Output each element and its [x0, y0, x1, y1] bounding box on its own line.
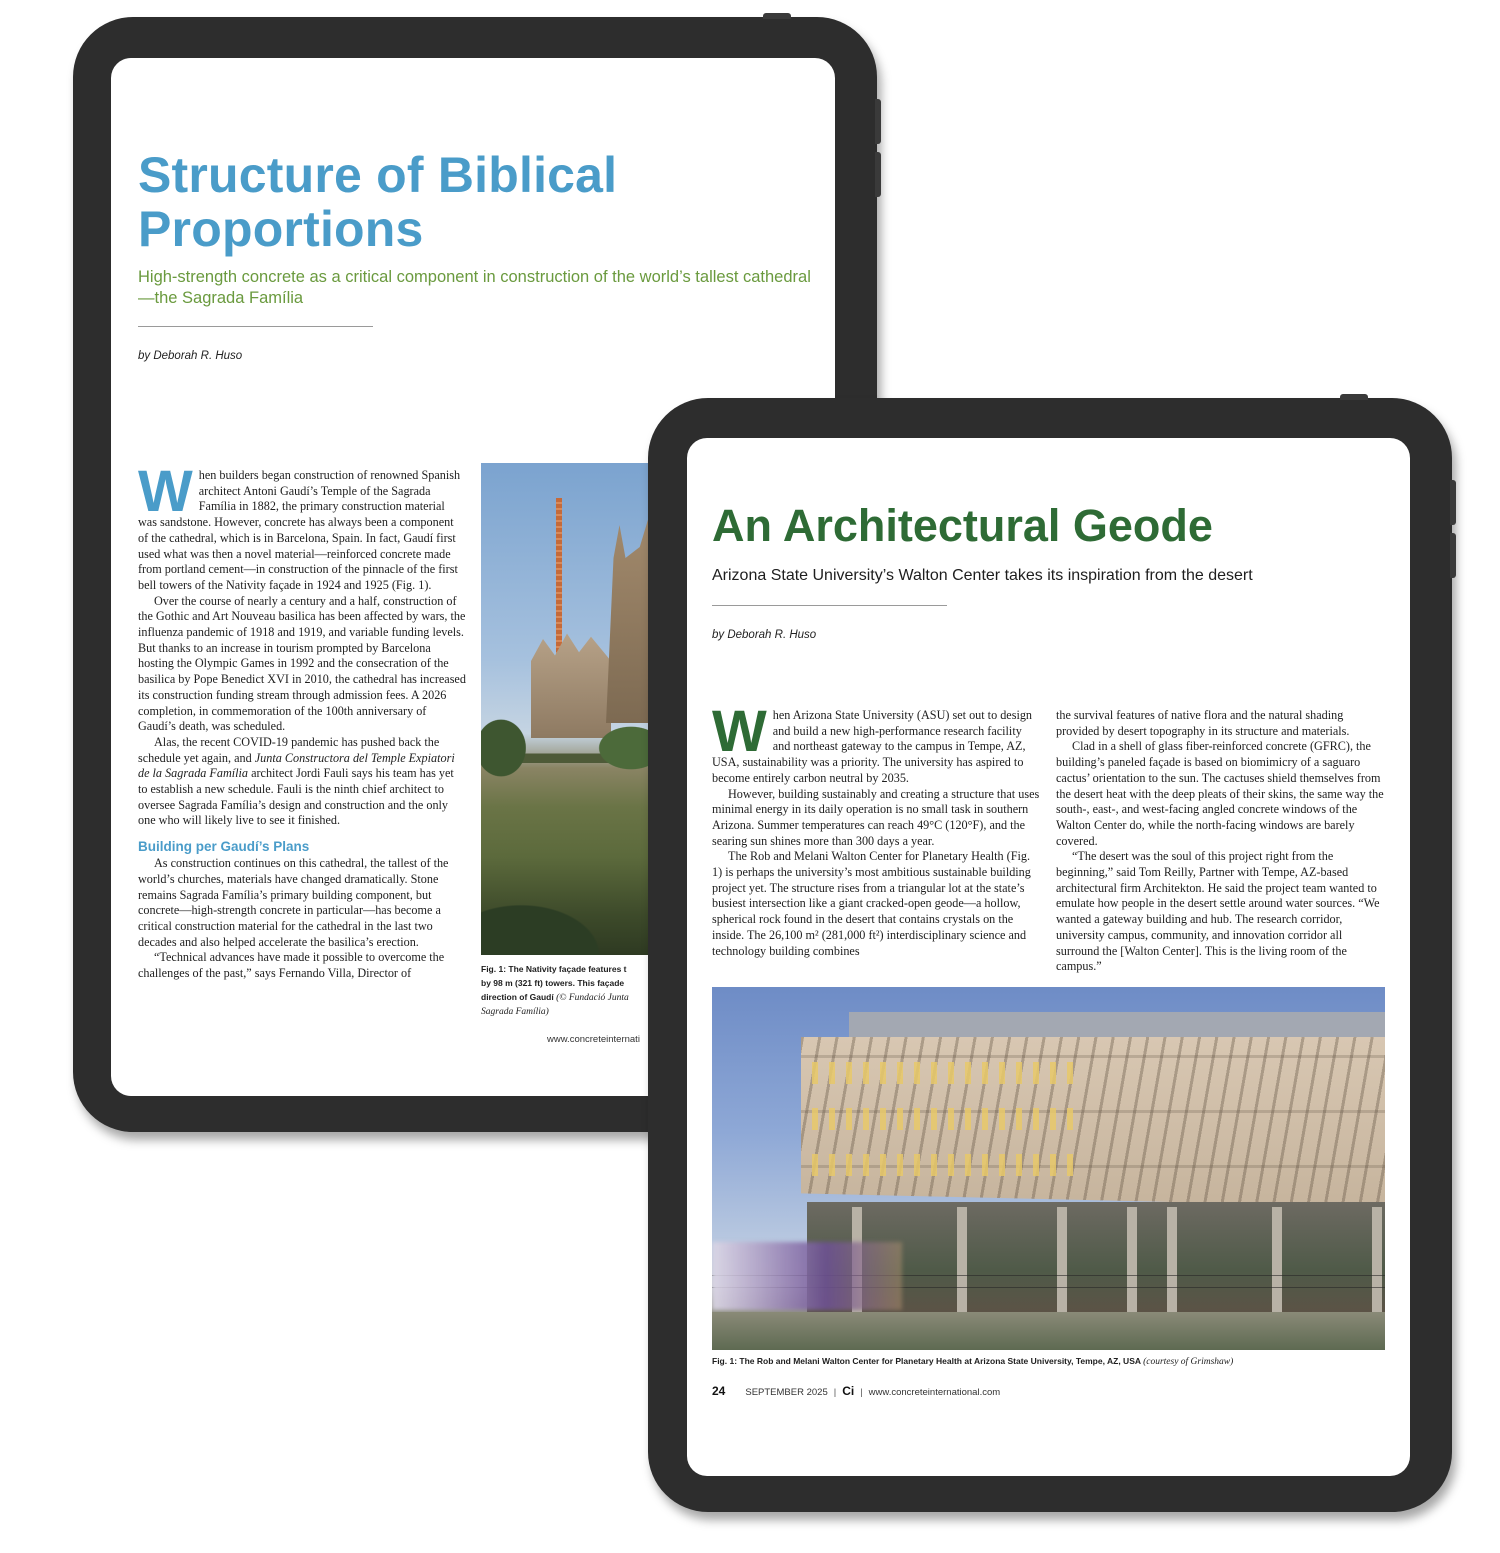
article-byline: by Deborah R. Huso	[138, 350, 243, 362]
volume-down-button	[1450, 533, 1456, 578]
body-paragraph: However, building sustainably and creating a structure that uses minimal energy in its daily operation is no small task in southern Arizona. Summer temperatures can reach 49°C (120°F), and the searing sun shines more than 300 days a year.	[712, 786, 1040, 848]
column	[1167, 1207, 1177, 1312]
body-paragraph: “The desert was the soul of this project right from the beginning,” said Tom Reilly, Partner with Tempe, AZ-based architectural firm Architekton. He said the project team wanted to emulate how people in the desert settle around water sources. “We wanted a gateway building and hub. The research corridor, university campus, community, and innovation corridor all surround the [Walton Center]. This is the living room of the campus.”	[1056, 849, 1380, 974]
body-paragraph: Clad in a shell of glass fiber-reinforced concrete (GFRC), the building’s paneled façade is based on biomimicry of a saguaro cactus’ orientation to the sun. The cactuses shield themselves from the desert heat with the deep pleats of their skins, the same way the south-, east-, and west-facing angled concrete windows of the Walton Center do, while the north-facing windows are barely covered.	[1056, 739, 1384, 848]
front-tablet-screen[interactable]	[687, 438, 1410, 1476]
power-button	[763, 13, 791, 19]
power-button	[1340, 394, 1368, 400]
volume-up-button	[1450, 480, 1456, 525]
article-subtitle: High-strength concrete as a critical component in construction of the world’s tallest cathedral—the Sagrada Família	[138, 268, 811, 307]
article-column-1	[712, 699, 1042, 959]
section-heading: Building per Gaudí’s Plans	[138, 839, 310, 855]
photo-credit: (courtesy of Grimshaw)	[1143, 1357, 1234, 1367]
article-column-2	[1056, 708, 1386, 975]
caption-line: Fig. 1: The Nativity façade features t	[481, 964, 627, 974]
article-title: An Architectural Geode	[712, 500, 1213, 551]
article-subtitle: Arizona State University’s Walton Center takes its inspiration from the desert	[712, 567, 1253, 584]
photo-credit: (© Fundació Junta	[556, 993, 629, 1003]
article-title: Structure of Biblical Proportions	[138, 147, 618, 257]
body-paragraph: the survival features of native flora and the natural shading provided by desert topography in its structure and materials.	[1056, 708, 1350, 738]
column	[1372, 1207, 1382, 1312]
front-tablet-device	[648, 398, 1452, 1512]
body-paragraph: As construction continues on this cathedral, the tallest of the world’s churches, materials have changed dramatically. Stone remains Sagrada Família’s primary building component, but concrete—high-strength concrete in particular—has become a critical construction material for the cathedral in the last two decades and also helped accelerate the basilica’s erection.	[138, 856, 449, 949]
paragraph-text: hen builders began construction of renowned Spanish architect Antoni Gaudí’s Temple of the Sagrada Família in 1882, the primary construction material was sandstone. However, concrete has always been a component of the cathedral, which is in Barcelona, Spain. In fact, Gaudí first used what was then a novel material—reinforced concrete made from portland cement—in construction of the pinnacle of the first bell towers of the Nativity façade in 1924 and 1925 (Fig. 1).	[138, 468, 461, 592]
construction-crane	[556, 498, 562, 668]
drop-cap: W	[138, 459, 193, 524]
photo-credit: Sagrada Família)	[481, 1007, 549, 1017]
caption-text: Fig. 1: The Rob and Melani Walton Center for Planetary Health at Arizona State University, Tempe, AZ, USA	[712, 1356, 1144, 1366]
paragraph-text: architect Jordi Fauli says his team has yet to establish a new schedule. Fauli is the ninth chief architect to oversee Sagrada Família’s design and construction and the only one who will likely live to see it finished.	[138, 766, 454, 828]
figure-caption	[712, 1356, 1392, 1367]
ci-logo: Ci	[842, 1384, 855, 1398]
walton-center-photo	[712, 987, 1385, 1350]
footer-url[interactable]: www.concreteinternational.com	[868, 1387, 1001, 1398]
article-byline: by Deborah R. Huso	[712, 629, 817, 641]
footer-separator: |	[833, 1387, 837, 1398]
volume-down-button	[875, 152, 881, 197]
column	[1127, 1207, 1137, 1312]
footer-separator: |	[860, 1387, 863, 1398]
light-rail-train	[712, 1242, 902, 1310]
issue-date: SEPTEMBER 2025	[745, 1387, 828, 1398]
body-paragraph: “Technical advances have made it possible to overcome the challenges of the past,” says Fernando Villa, Director of	[138, 950, 445, 981]
body-paragraph	[712, 699, 1042, 787]
column	[957, 1207, 967, 1312]
body-paragraph: The Rob and Melani Walton Center for Planetary Health (Fig. 1) is perhaps the university’s most ambitious sustainable building project yet. The structure rises from a triangular lot at the state’s busiest intersection like a giant cracked-open geode—a hollow, spherical rock found in the desert that contains crystals on the inside. The 26,100 m² (281,000 ft²) interdisciplinary science and technology building combines	[712, 849, 1031, 958]
column	[1272, 1207, 1282, 1312]
title-divider	[712, 605, 947, 606]
drop-cap: W	[712, 699, 767, 764]
article-body	[138, 459, 466, 982]
landscaping	[712, 1312, 1385, 1350]
lit-windows	[812, 1062, 1082, 1182]
volume-up-button	[875, 99, 881, 144]
paragraph-text: hen Arizona State University (ASU) set out to design and build a new high-performance research facility and northeast gateway to the campus in Tempe, AZ, USA, sustainability was a priority. The university has aspired to become entirely carbon neutral by 2035.	[712, 708, 1033, 785]
body-paragraph: Over the course of nearly a century and a half, construction of the Gothic and Art Nouveau basilica has been affected by wars, the influenza pandemic of 1918 and 1919, and variable funding levels. But thanks to an increase in tourism prompted by Barcelona hosting the Olympic Games in 1992 and the consecration of the basilica by Pope Benedict XVI in 2010, the cathedral has increased its construction funding stream through admission fees. A 2026 completion, in commemoration of the 100th anniversary of Gaudí’s death, was scheduled.	[138, 593, 466, 734]
footer-url[interactable]: www.concreteinternati	[547, 1034, 640, 1045]
italic-org-name: Junta Constructora del Temple Expiatori de la Sagrada Família	[138, 750, 455, 781]
page-number: 24	[712, 1384, 726, 1398]
caption-text: direction of Gaudí	[481, 992, 557, 1002]
column	[1057, 1207, 1067, 1312]
paragraph-text: Alas, the recent COVID-19 pandemic has pushed back the schedule yet again, and	[138, 734, 440, 765]
title-divider	[138, 326, 373, 327]
caption-line: by 98 m (321 ft) towers. This façade	[481, 978, 625, 988]
page-footer	[712, 1384, 1000, 1398]
body-paragraph	[138, 459, 466, 594]
body-paragraph	[138, 735, 466, 829]
